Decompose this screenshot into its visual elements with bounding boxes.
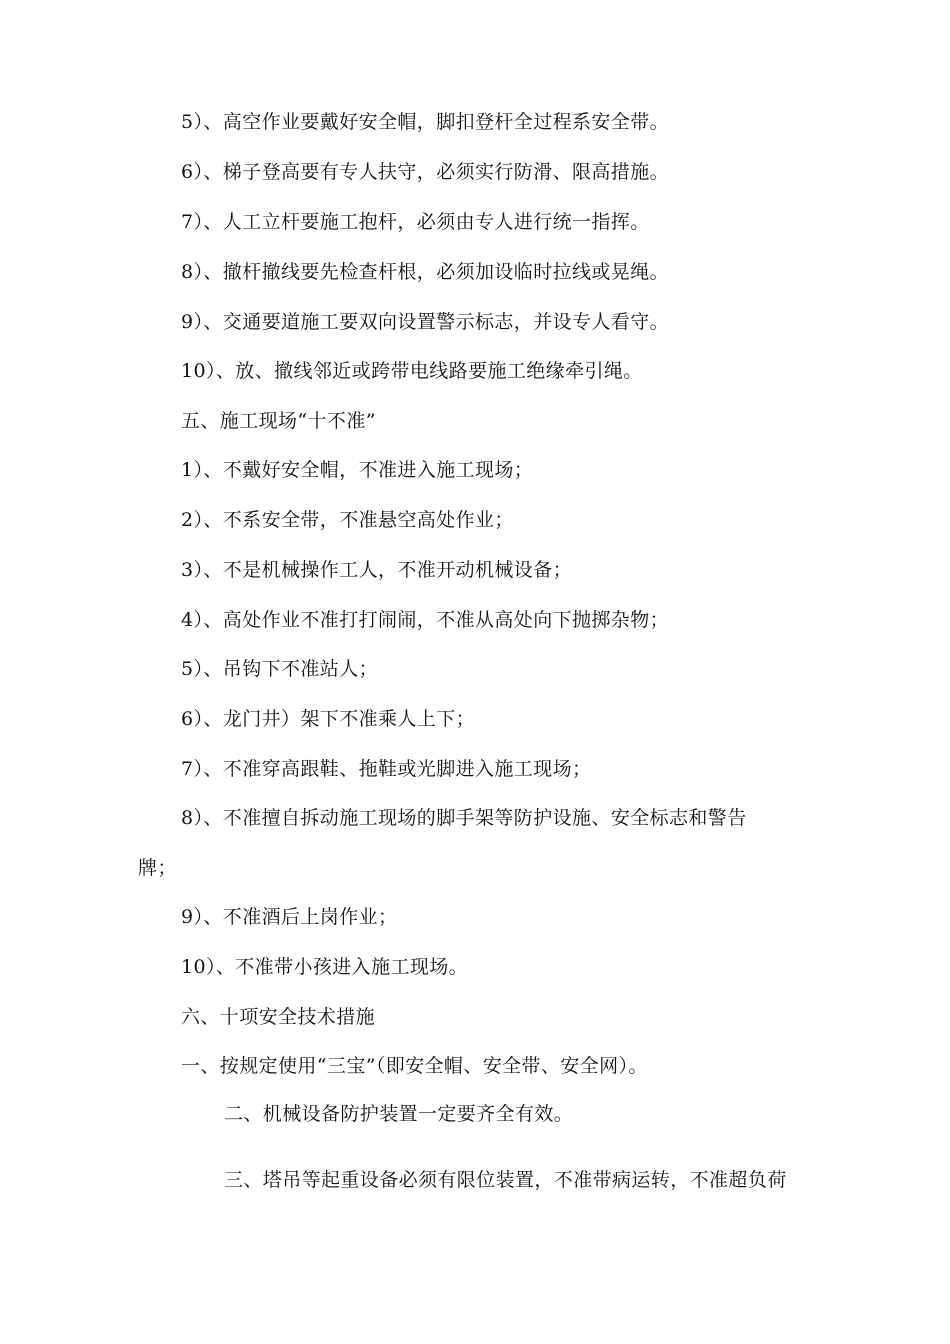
text-line: 6）、龙门井）架下不准乘人上下； (181, 708, 475, 730)
text-line: 9）、交通要道施工要双向设置警示标志，并设专人看守。 (181, 311, 669, 333)
text-line: 二、机械设备防护装置一定要齐全有效。 (224, 1103, 574, 1125)
text-line: 4）、高处作业不准打打闹闹，不准从高处向下抛掷杂物； (181, 609, 669, 631)
text-line: 6）、梯子登高要有专人扶守，必须实行防滑、限高措施。 (181, 161, 669, 183)
text-line: 7）、不准穿高跟鞋、拖鞋或光脚进入施工现场； (181, 758, 592, 780)
section-heading: 五、施工现场“十不准” (181, 410, 376, 432)
text-line: 3）、不是机械操作工人，不准开动机械设备； (181, 559, 572, 581)
text-line: 5）、吊钩下不准站人； (181, 658, 378, 680)
text-line: 8）、不准擅自拆动施工现场的脚手架等防护设施、安全标志和警告 (181, 807, 747, 829)
text-line-continuation: 牌； (138, 857, 177, 879)
section-heading: 六、十项安全技术措施 (181, 1006, 376, 1028)
text-line: 8）、撤杆撤线要先检查杆根，必须加设临时拉线或晃绳。 (181, 261, 669, 283)
text-line: 7）、人工立杆要施工抱杆，必须由专人进行统一指挥。 (181, 211, 650, 233)
text-line: 5）、高空作业要戴好安全帽，脚扣登杆全过程系安全带。 (181, 111, 669, 133)
text-line: 三、塔吊等起重设备必须有限位装置，不准带病运转，不准超负荷 (224, 1169, 787, 1191)
text-line: 2）、不系安全带，不准悬空高处作业； (181, 509, 514, 531)
text-line: 9）、不准酒后上岗作业； (181, 906, 398, 928)
text-line: 10）、放、撤线邻近或跨带电线路要施工绝缘牵引绳。 (181, 360, 643, 382)
text-line: 1）、不戴好安全帽，不准进入施工现场； (181, 459, 534, 481)
text-line: 一、按规定使用“三宝”（即安全帽、安全带、安全网）。 (181, 1055, 648, 1077)
text-line: 10）、不准带小孩进入施工现场。 (181, 956, 469, 978)
